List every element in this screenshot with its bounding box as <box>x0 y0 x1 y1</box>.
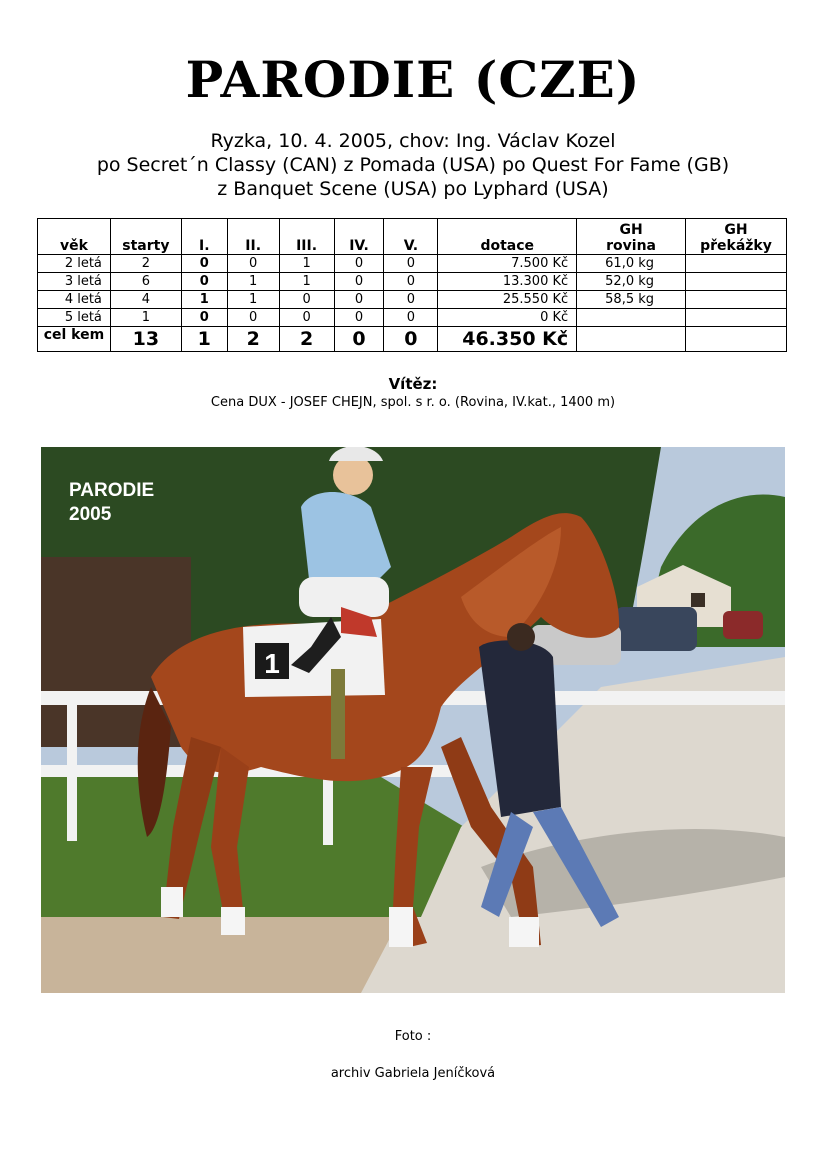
subtitle-line-2: po Secret´n Classy (CAN) z Pomada (USA) po Quest For Fame (GB) <box>96 154 730 176</box>
cell-dotace: 25.550 Kč <box>438 291 577 309</box>
winner-text: Cena DUX - JOSEF CHEJN, spol. s r. o. (Rovina, IV.kat., 1400 m) <box>210 395 616 410</box>
cell-gh-rovina: 61,0 kg <box>577 255 686 273</box>
cell-p3: 1 <box>279 255 334 273</box>
cell-p5: 0 <box>384 255 438 273</box>
cell-gh-rovina: 52,0 kg <box>577 273 686 291</box>
table-row <box>38 273 787 291</box>
winner-heading: Vítěz: <box>388 375 438 393</box>
cell-p2: 0 <box>227 255 279 273</box>
header-dotace: dotace <box>438 219 577 255</box>
cell-p4: 0 <box>334 255 384 273</box>
table-total-row <box>38 327 787 352</box>
total-p5: 0 <box>384 327 438 352</box>
cell-p4: 0 <box>334 291 384 309</box>
cell-p3: 0 <box>279 291 334 309</box>
header-gh-rovina <box>577 219 686 255</box>
cell-vek: 3 letá <box>38 273 111 291</box>
cell-dotace: 0 Kč <box>438 309 577 327</box>
cell-vek: 2 letá <box>38 255 111 273</box>
cell-starty: 1 <box>110 309 181 327</box>
header-place-2: II. <box>227 219 279 255</box>
table-row <box>38 291 787 309</box>
cell-starty: 4 <box>110 291 181 309</box>
header-place-4: IV. <box>334 219 384 255</box>
total-starty: 13 <box>110 327 181 352</box>
cell-dotace: 13.300 Kč <box>438 273 577 291</box>
header-gh-rovina-top: GH <box>619 222 643 238</box>
header-vek: věk <box>38 219 111 255</box>
header-starty: starty <box>110 219 181 255</box>
cell-dotace: 7.500 Kč <box>438 255 577 273</box>
header-gh-prekazky-bottom: překážky <box>700 238 772 254</box>
header-place-1: I. <box>181 219 227 255</box>
cell-p1: 0 <box>181 309 227 327</box>
horse-photo-illustration <box>41 447 785 993</box>
saddle-number: 1 <box>264 648 280 679</box>
table-header-row <box>38 219 787 255</box>
cell-p2: 1 <box>227 291 279 309</box>
total-dotace: 46.350 Kč <box>438 327 577 352</box>
subtitle-line-3: z Banquet Scene (USA) po Lyphard (USA) <box>217 178 609 200</box>
cell-vek: 4 letá <box>38 291 111 309</box>
cell-p5: 0 <box>384 291 438 309</box>
cell-p5: 0 <box>384 273 438 291</box>
subtitle-line-1: Ryzka, 10. 4. 2005, chov: Ing. Václav Kozel <box>210 130 616 152</box>
cell-gh-prekazky <box>686 255 787 273</box>
table-row <box>38 255 787 273</box>
header-gh-rovina-bottom: rovina <box>606 238 657 254</box>
total-p1: 1 <box>181 327 227 352</box>
cell-p5: 0 <box>384 309 438 327</box>
cell-p2: 1 <box>227 273 279 291</box>
cell-p2: 0 <box>227 309 279 327</box>
cell-gh-prekazky <box>686 309 787 327</box>
cell-vek: 5 letá <box>38 309 111 327</box>
cell-gh-rovina: 58,5 kg <box>577 291 686 309</box>
cell-p3: 0 <box>279 309 334 327</box>
cell-gh-prekazky <box>686 273 787 291</box>
header-gh-prekazky <box>686 219 787 255</box>
header-place-5: V. <box>384 219 438 255</box>
total-gh-rovina <box>577 327 686 352</box>
total-label: cel kem <box>38 327 111 352</box>
cell-starty: 2 <box>110 255 181 273</box>
total-gh-prekazky <box>686 327 787 352</box>
photo-caption-year: 2005 <box>69 504 112 525</box>
cell-gh-rovina <box>577 309 686 327</box>
total-p2: 2 <box>227 327 279 352</box>
header-gh-prekazky-top: GH <box>724 222 748 238</box>
horse-photo <box>41 447 785 993</box>
cell-p1: 1 <box>181 291 227 309</box>
page-title: PARODIE (CZE) <box>185 50 641 109</box>
total-p3: 2 <box>279 327 334 352</box>
cell-p4: 0 <box>334 309 384 327</box>
cell-p1: 0 <box>181 255 227 273</box>
foto-credit: archiv Gabriela Jeníčková <box>330 1066 496 1081</box>
foto-label: Foto : <box>394 1029 432 1044</box>
cell-p1: 0 <box>181 273 227 291</box>
total-p4: 0 <box>334 327 384 352</box>
cell-p3: 1 <box>279 273 334 291</box>
cell-gh-prekazky <box>686 291 787 309</box>
photo-caption-name: PARODIE <box>69 480 155 501</box>
header-place-3: III. <box>279 219 334 255</box>
table-row <box>38 309 787 327</box>
cell-p4: 0 <box>334 273 384 291</box>
race-stats-table <box>37 218 787 352</box>
photo-caption <box>69 479 154 527</box>
cell-starty: 6 <box>110 273 181 291</box>
